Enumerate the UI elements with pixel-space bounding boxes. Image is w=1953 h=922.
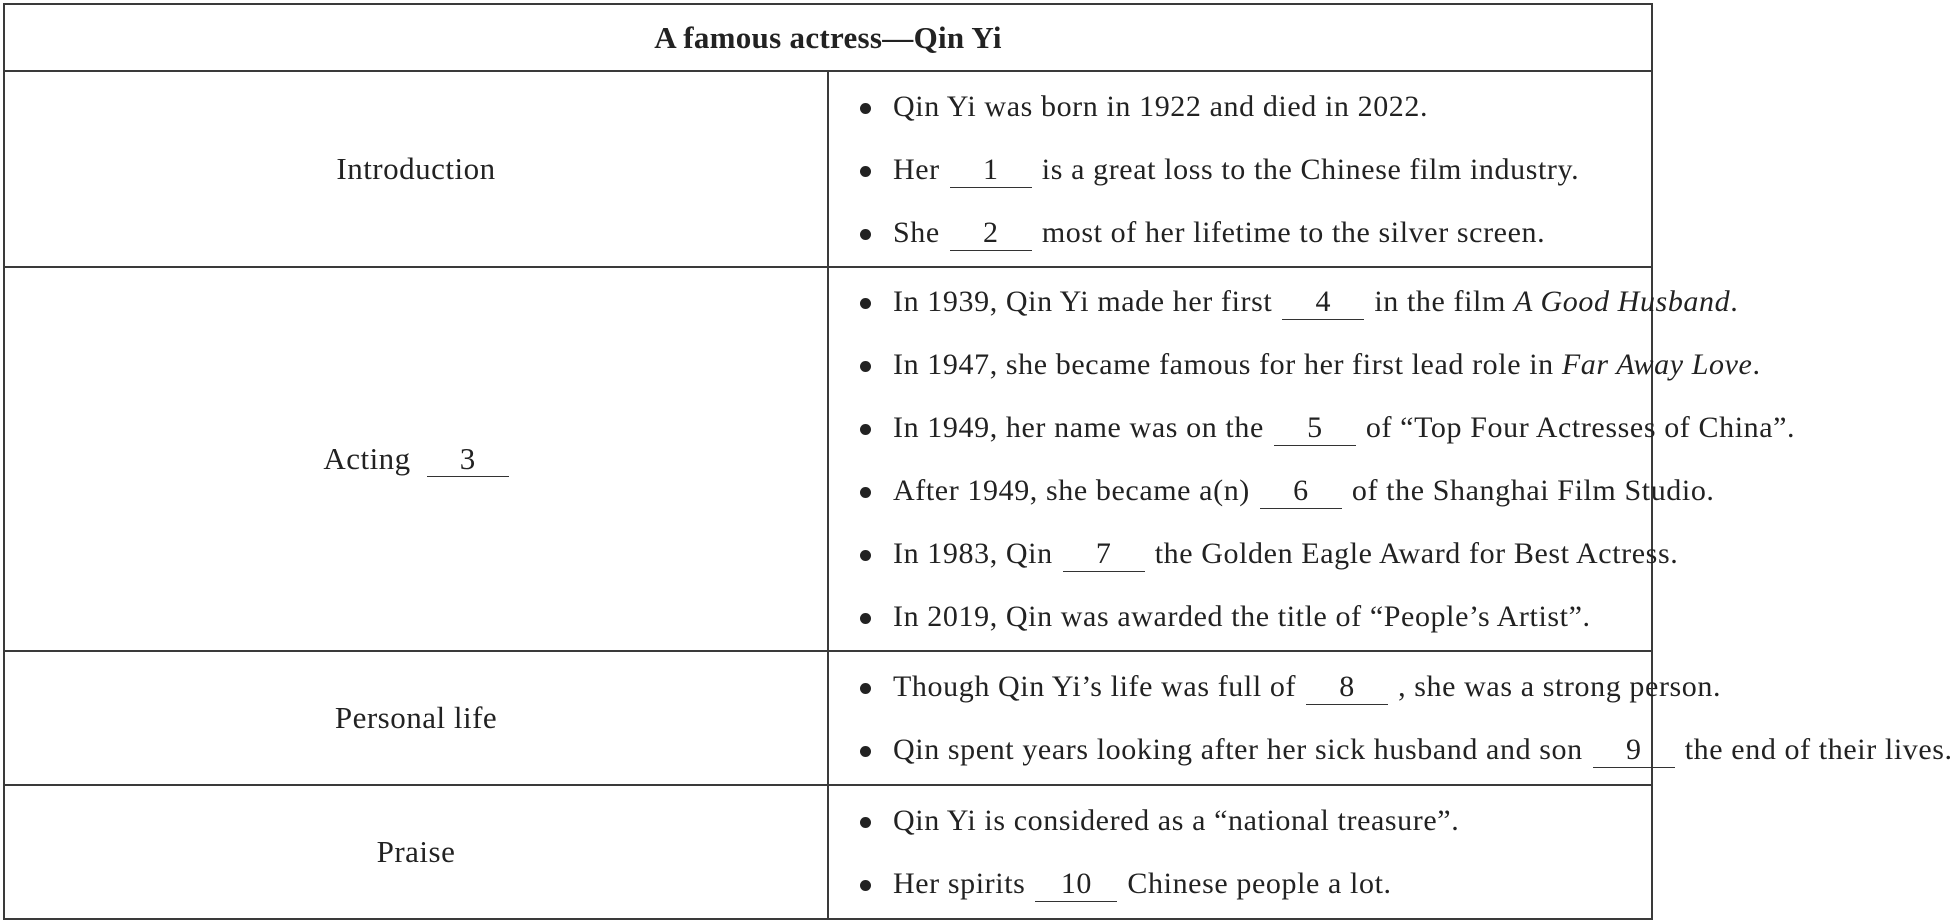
list-item: [851, 585, 1651, 648]
answer-blank[interactable]: 9: [1593, 733, 1675, 768]
item-text: Though Qin Yi’s life was full of: [893, 670, 1297, 703]
item-text: Qin Yi was born in 1922 and died in 2022.: [893, 89, 1429, 123]
bullet-list: [851, 75, 1651, 264]
item-text: of “Top Four Actresses of China”.: [1365, 411, 1796, 444]
section-acting: [4, 267, 1652, 651]
item-text: After 1949, she became a(n): [893, 474, 1250, 507]
list-item: [851, 655, 1722, 718]
item-text: of the Shanghai Film Studio.: [1351, 474, 1715, 507]
answer-blank[interactable]: 3: [427, 442, 509, 477]
film-title: Far Away Love: [1561, 348, 1753, 381]
answer-blank[interactable]: 1: [950, 153, 1032, 188]
item-text: Qin spent years looking after her sick husband and son: [893, 733, 1583, 766]
answer-blank[interactable]: 2: [950, 216, 1032, 251]
list-item: [851, 270, 1739, 333]
item-text: In 1939, Qin Yi made her first: [893, 285, 1273, 318]
item-text: in the film: [1374, 285, 1506, 318]
item-text: Her spirits: [893, 867, 1026, 900]
item-text: .: [1730, 285, 1739, 318]
item-text: In 2019, Qin was awarded the title of “People’s Artist”.: [893, 600, 1591, 633]
answer-blank[interactable]: 6: [1260, 474, 1342, 509]
section-personal-life: [4, 651, 1652, 785]
section-label: Praise: [4, 785, 828, 919]
list-item: [851, 852, 1651, 915]
section-introduction: [4, 71, 1652, 267]
list-item: [851, 396, 1796, 459]
section-label: [4, 267, 828, 651]
list-item: [851, 459, 1715, 522]
item-text: She: [893, 215, 940, 249]
outline-table: [3, 3, 1953, 920]
item-text: In 1983, Qin: [893, 537, 1053, 570]
answer-blank[interactable]: 8: [1306, 670, 1388, 705]
item-text: the end of their lives.: [1684, 733, 1953, 766]
answer-blank[interactable]: 7: [1063, 537, 1145, 572]
list-item: [851, 522, 1679, 585]
worksheet: [3, 3, 1953, 920]
section-label-text: Acting: [323, 441, 411, 476]
bullet-list: [851, 655, 1953, 781]
item-text: .: [1752, 348, 1761, 381]
list-item: [851, 789, 1651, 852]
item-text: Qin Yi is considered as a “national treasure”.: [893, 804, 1460, 837]
bullet-list: [851, 789, 1651, 915]
film-title: A Good Husband: [1514, 285, 1731, 318]
item-text: , she was a strong person.: [1398, 670, 1722, 703]
item-text: is a great loss to the Chinese film industry.: [1041, 152, 1580, 186]
item-text: In 1949, her name was on the: [893, 411, 1264, 444]
list-item: [851, 75, 1651, 138]
section-label: Personal life: [4, 651, 828, 785]
item-text: In 1947, she became famous for her first lead role in: [893, 348, 1554, 381]
answer-blank[interactable]: 4: [1282, 285, 1364, 320]
section-praise: [4, 785, 1652, 919]
answer-blank[interactable]: 5: [1274, 411, 1356, 446]
list-item: [851, 333, 1761, 396]
list-item: [851, 201, 1651, 264]
table-title: A famous actress—Qin Yi: [4, 4, 1652, 71]
list-item: [851, 138, 1651, 201]
item-text: the Golden Eagle Award for Best Actress.: [1154, 537, 1679, 570]
item-text: most of her lifetime to the silver screen.: [1041, 215, 1546, 249]
list-item: [851, 718, 1953, 781]
item-text: Her: [893, 152, 940, 186]
item-text: Chinese people a lot.: [1127, 867, 1392, 900]
answer-blank[interactable]: 10: [1035, 867, 1117, 902]
bullet-list: [851, 270, 1796, 648]
section-label: Introduction: [4, 71, 828, 267]
